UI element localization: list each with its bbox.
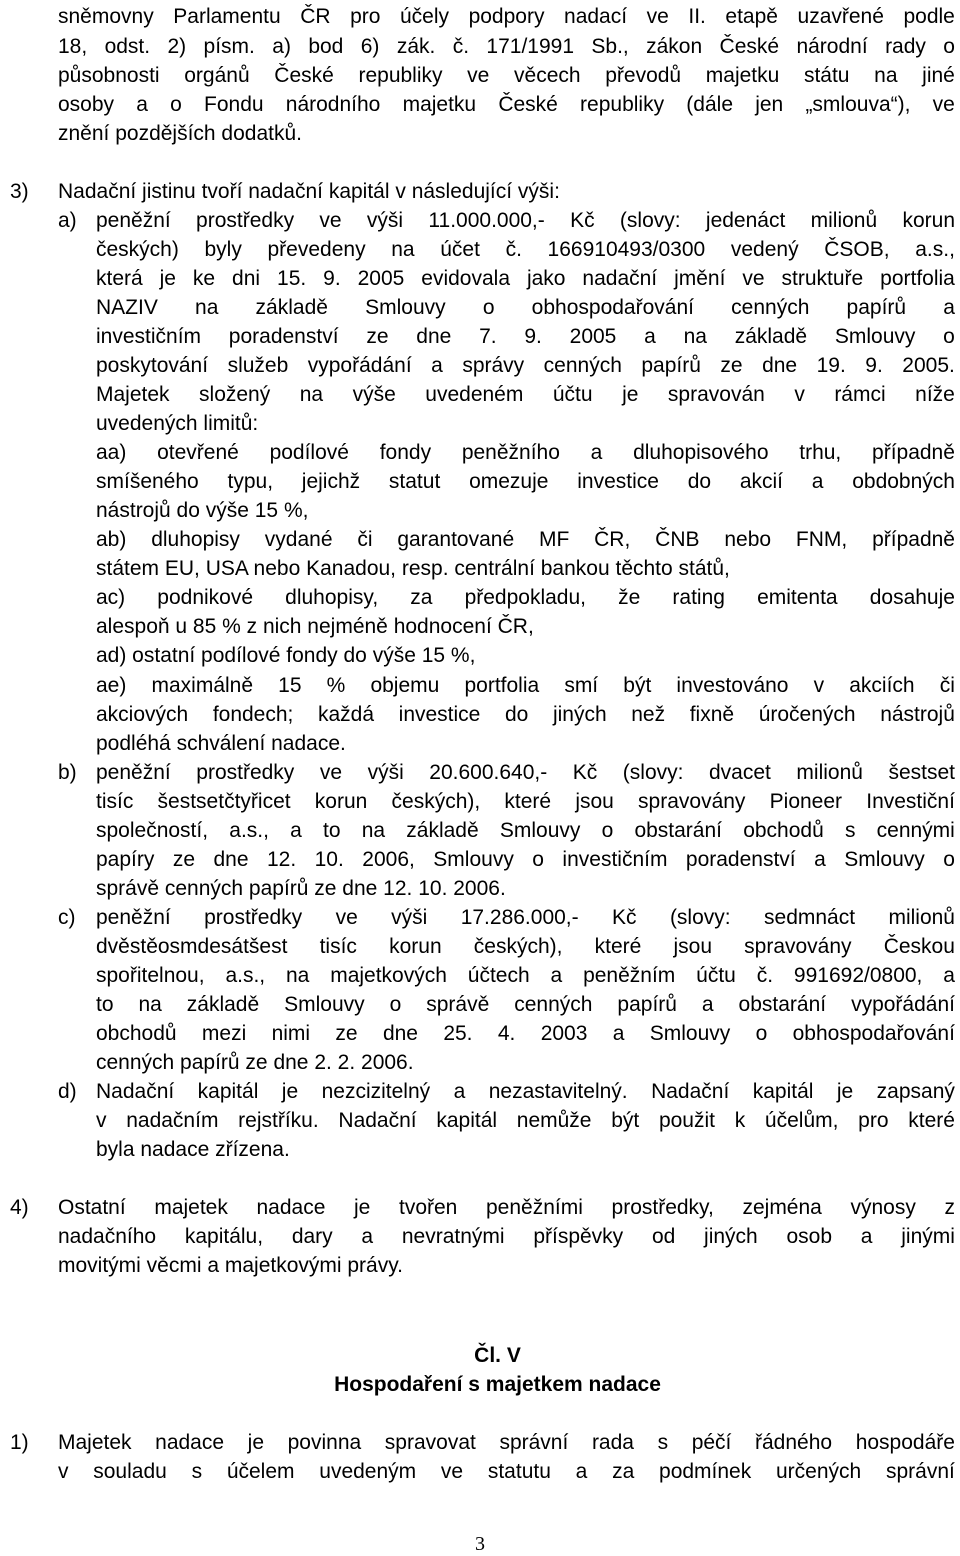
item-line: byla nadace zřízena.: [96, 1138, 290, 1161]
item-line: správě cenných papírů ze dne 12. 10. 2006.: [96, 877, 506, 900]
intro-line: osoby a o Fondu národního majetku České republiky (dále jen „smlouva“), ve: [58, 93, 955, 116]
item-line: dvěstěosmdesátšest tisíc korun českých), které jsou spravovány Českou: [96, 935, 955, 958]
item-marker: a): [58, 209, 77, 232]
item-line: obchodů mezi nimi ze dne 25. 4. 2003 a Smlouvy o obhospodařování: [96, 1022, 955, 1045]
subitem-line: podléhá schválení nadace.: [96, 732, 346, 755]
item-line: tisíc šestsetčtyřicet korun českých), které jsou spravovány Pioneer Investiční: [96, 790, 955, 813]
section-number: 1): [10, 1431, 29, 1454]
item-marker: b): [58, 761, 77, 784]
subitem-line: smíšeného typu, jejichž statut omezuje investice do akcií a obdobných: [96, 470, 955, 493]
subitem-line: ae) maximálně 15 % objemu portfolia smí být investováno v akciích či: [96, 674, 955, 697]
item-line: společností, a.s., a to na základě Smlouvy o obstarání obchodů s cennými: [96, 819, 955, 842]
item-line: cenných papírů ze dne 2. 2. 2006.: [96, 1051, 414, 1074]
subitem-line: akciových fondech; každá investice do jiných než fixně úročených nástrojů: [96, 703, 955, 726]
item-line: peněžní prostředky ve výši 20.600.640,- Kč (slovy: dvacet milionů šestset: [96, 761, 955, 784]
subitem-line: ac) podnikové dluhopisy, za předpokladu, že rating emitenta dosahuje: [96, 586, 955, 609]
subitem-line: státem EU, USA nebo Kanadou, resp. centrální bankou těchto států,: [96, 557, 730, 580]
section-number: 3): [10, 180, 29, 203]
item-line: peněžní prostředky ve výši 11.000.000,- Kč (slovy: jedenáct milionů korun: [96, 209, 955, 232]
section-line: movitými věcmi a majetkovými právy.: [58, 1254, 404, 1277]
subitem-line: ad) ostatní podílové fondy do výše 15 %,: [96, 644, 476, 667]
item-line: to na základě Smlouvy o správě cenných papírů a obstarání vypořádání: [96, 993, 955, 1016]
page-number: 3: [475, 1533, 485, 1555]
intro-line: 18, odst. 2) písm. a) bod 6) zák. č. 171/1991 Sb., zákon České národní rady o: [58, 35, 955, 58]
article-number: Čl. V: [474, 1344, 521, 1367]
item-line: která je ke dni 15. 9. 2005 evidovala jako nadační jmění ve struktuře portfolia: [96, 267, 955, 290]
item-line: českých) byly převedeny na účet č. 166910493/0300 vedený ČSOB, a.s.,: [96, 238, 955, 261]
section-line: nadačního kapitálu, dary a nevratnými příspěvky od jiných osob a jinými: [58, 1225, 955, 1248]
subitem-line: nástrojů do výše 15 %,: [96, 499, 309, 522]
item-line: investičním poradenství ze dne 7. 9. 2005 a na základě Smlouvy o: [96, 325, 955, 348]
item-line: NAZIV na základě Smlouvy o obhospodařování cenných papírů a: [96, 296, 955, 319]
item-line: v nadačním rejstříku. Nadační kapitál nemůže být použit k účelům, pro které: [96, 1109, 955, 1132]
subitem-line: ab) dluhopisy vydané či garantované MF ČR, ČNB nebo FNM, případně: [96, 528, 955, 551]
intro-line: znění pozdějších dodatků.: [58, 122, 303, 145]
subitem-line: aa) otevřené podílové fondy peněžního a dluhopisového trhu, případně: [96, 441, 955, 464]
item-line: Majetek složený na výše uvedeném účtu je spravován v rámci níže: [96, 383, 955, 406]
section-lead: Nadační jistinu tvoří nadační kapitál v následující výši:: [58, 180, 560, 203]
item-marker: c): [58, 906, 76, 929]
item-line: uvedených limitů:: [96, 412, 259, 435]
intro-line: působnosti orgánů České republiky ve věcech převodů majetku státu na jiné: [58, 64, 955, 87]
section-line: Ostatní majetek nadace je tvořen peněžními prostředky, zejména výnosy z: [58, 1196, 955, 1219]
section-line: Majetek nadace je povinna spravovat správní rada s péčí řádného hospodáře: [58, 1431, 955, 1454]
item-line: peněžní prostředky ve výši 17.286.000,- Kč (slovy: sedmnáct milionů: [96, 906, 955, 929]
subitem-line: alespoň u 85 % z nich nejméně hodnocení ČR,: [96, 615, 534, 638]
item-line: Nadační kapitál je nezcizitelný a nezastavitelný. Nadační kapitál je zapsaný: [96, 1080, 955, 1103]
section-line: v souladu s účelem uvedeným ve statutu a za podmínek určených správní: [58, 1460, 955, 1483]
item-marker: d): [58, 1080, 77, 1103]
intro-line: sněmovny Parlamentu ČR pro účely podpory nadací ve II. etapě uzavřené podle: [58, 5, 955, 28]
item-line: papíry ze dne 12. 10. 2006, Smlouvy o investičním poradenství a Smlouvy o: [96, 848, 955, 871]
item-line: spořitelnou, a.s., na majetkových účtech a peněžním účtu č. 991692/0800, a: [96, 964, 955, 987]
item-line: poskytování služeb vypořádání a správy cenných papírů ze dne 19. 9. 2005.: [96, 354, 955, 377]
article-title: Hospodaření s majetkem nadace: [334, 1373, 661, 1396]
section-number: 4): [10, 1196, 29, 1219]
